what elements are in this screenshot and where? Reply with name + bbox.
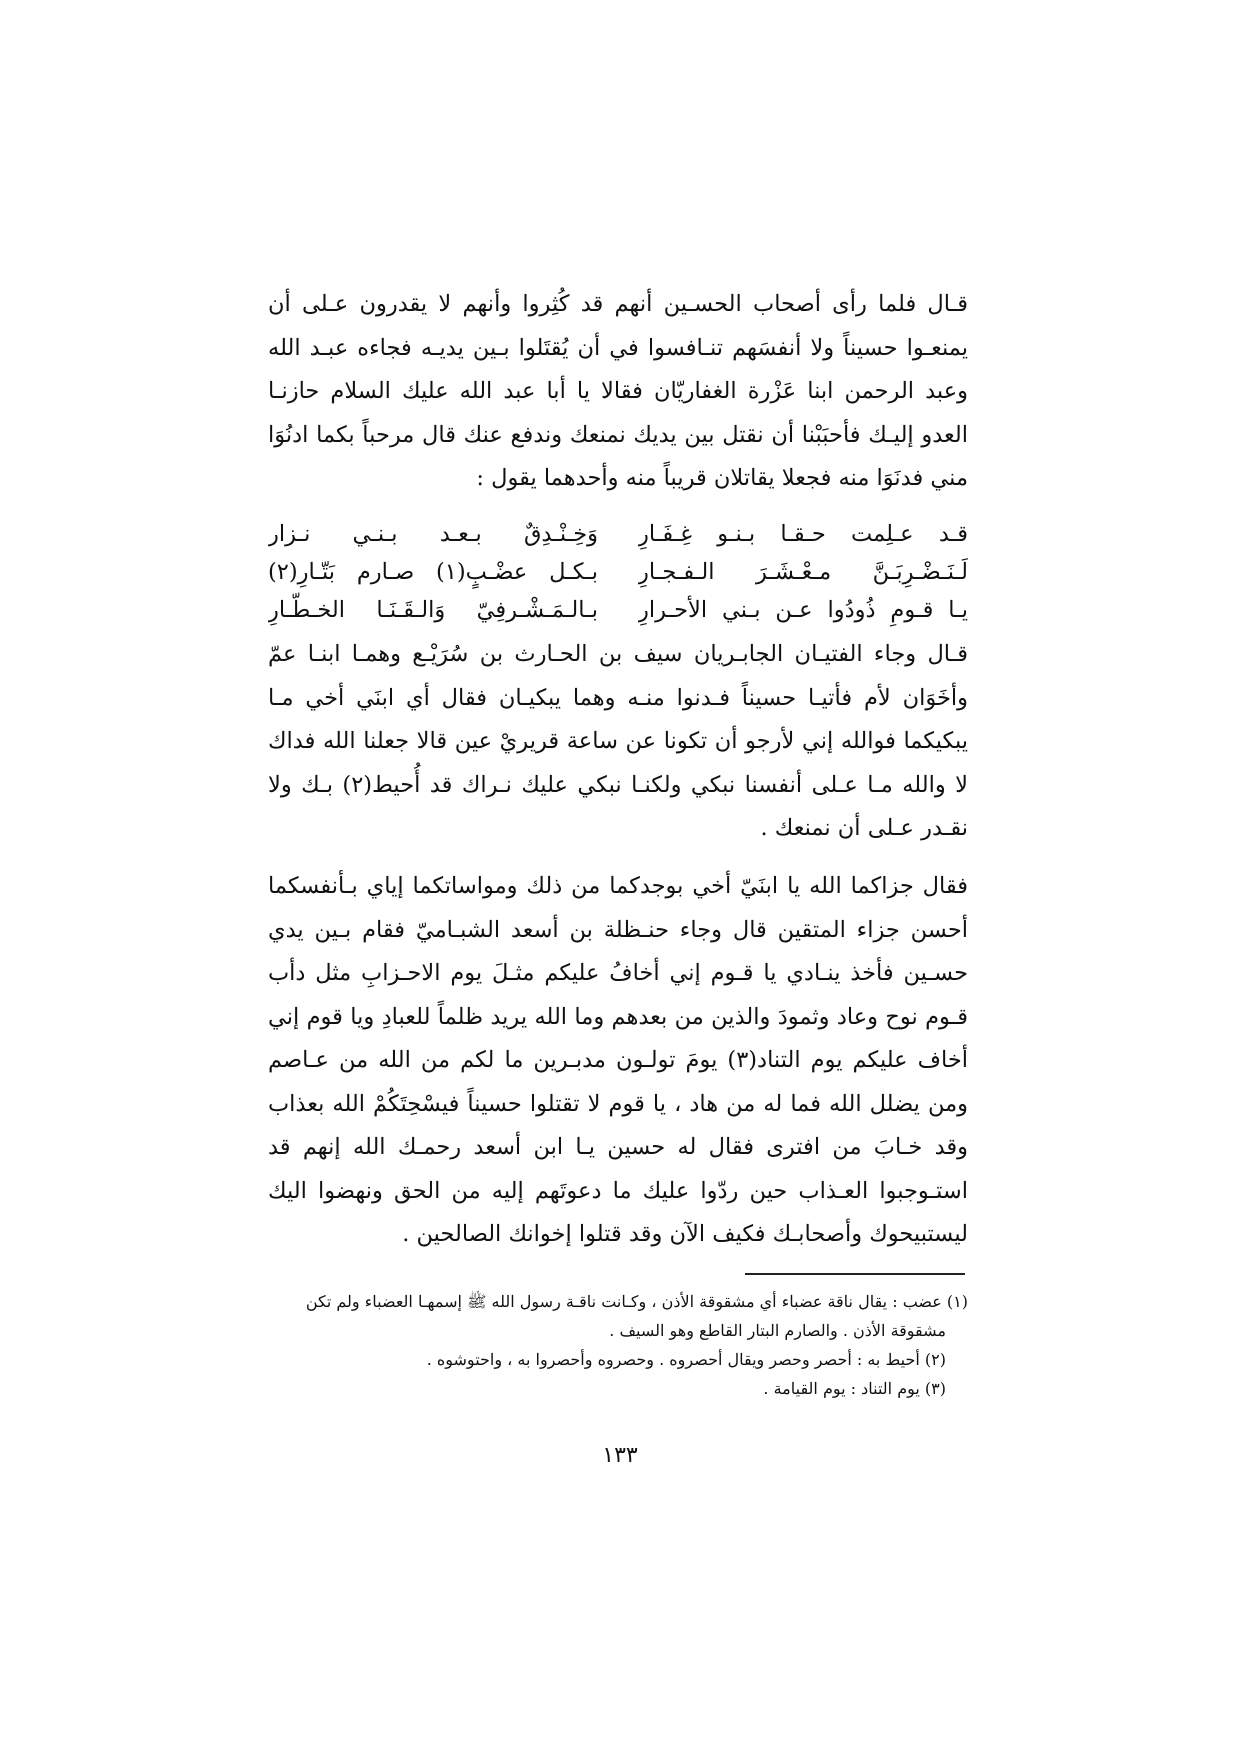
poem-hemistich-second: وَخِـنْـدِقٌ بـعـد بـنـي نـزار	[268, 521, 598, 547]
paragraph-1: قـال فلما رأى أصحاب الحسـين أنهم قد كُثِروا وأنهم لا يقدرون عـلى أن يمنعـوا حسيناً ولا أنفسَهم تنـافسوا في أن يُقتَلوا بـين يديـه فجاءه عبـد الله وعبد الرحمن ابنا عَزْرة الغفاريّان فقالا يا أبا عبد الله عليك السلام حازنـا العدو إليـك فأحبَبْنا أن نقتل بين يديك نمنعك وندفع عنك قال مرحباً بكما ادنُوَا مني فدنَوَا منه فجعلا يقاتلان قريباً منه وأحدهما يقول :	[268, 291, 968, 491]
paragraph-3: فقال جزاكما الله يا ابنَيّ أخي بوجدكما من ذلك ومواساتكما إياي بـأنفسكما أحسن جزاء المتقين قال وجاء حنـظلة بن أسعد الشبـاميّ فقام بـين يدي حسـين فأخذ ينـادي يا قـوم إني أخافُ عليكم مثـلَ يوم الاحـزابِ مثل دأب قـوم نوح وعاد وثمودَ والذين من بعدهم وما الله يريد ظلماً للعبادِ ويا قوم إني أخاف عليكم يوم التناد(٣) يومَ تولـون مدبـرين ما لكم من الله من عـاصم ومن يضلل الله فما له من هاد ، يا قوم لا تقتلوا حسيناً فيسْحِتَكُمْ الله بعذاب وقد خـابَ من افترى فقال له حسين يـا ابن أسعد رحمـك الله إنهم قد استـوجبوا العـذاب حين ردّوا عليك ما دعوتَهم إليه من الحق ونهضوا اليك ليستبيحوك وأصحابـك فكيف الآن وقد قتلوا إخوانك الصالحين .	[268, 873, 969, 1247]
poem-hemistich-second: بـالـمَـشْـرفِيّ وَالـقَـنَـا الخـطّـارِ	[268, 597, 598, 623]
poem-hemistich-first: قـد عـلِمت حـقـا بـنـو غِـفَـارِ	[638, 521, 968, 547]
paragraph-2: قـال وجاء الفتيـان الجابـريان سيف بن الحـارث بن سُرَيْـع وهمـا ابنـا عمّ وأخَوَان لأم فأتيـا حسيناً فـدنوا منـه وهما يبكيـان فقال أي ابنَي أخي مـا يبكيكما فوالله إني لأرجو أن تكونا عن ساعة قريريْ عين قالا جعلنا الله فداك لا والله مـا عـلى أنفسنا نبكي ولكنـا نبكي عليك نـراك قد أُحيط(٢) بـك ولا نقـدر عـلى أن نمنعك .	[268, 641, 968, 841]
footnote-3: (٣) يوم التناد : يوم القيامة .	[763, 1379, 946, 1398]
footnote-2: (٢) أحيط به : أحصر وحصر ويقال أحصروه . وحصروه وأحصروا به ، واحتوشوه .	[426, 1350, 946, 1369]
poem-verse	[268, 553, 968, 591]
footnote-1: (١) عضب : يقال ناقة عضباء أي مشقوقة الأذن ، وكـانت ناقـة رسول الله ﷺ إسمهـا العضباء ولم تكن	[305, 1292, 968, 1311]
poem-hemistich-first: يـا قـومِ ذُودُوا عـن بـني الأحـرارِ	[638, 597, 968, 623]
page-number: ١٣٣	[602, 1443, 638, 1468]
poem-hemistich-second: بـكـل عضْـبٍ(١) صـارم بَتّـارِ(٢)	[268, 559, 598, 585]
footnote-separator	[745, 1273, 965, 1275]
poem-verse	[268, 515, 968, 553]
poem-hemistich-first: لَـنَـضْـرِبَـنَّ مـعْـشَـرَ الـفـجـارِ	[638, 559, 968, 585]
footnotes	[175, 1287, 968, 1403]
poem	[268, 515, 968, 629]
footnote-1-continuation: مشقوقة الأذن . والصارم البتار القاطع وهو السيف .	[609, 1321, 946, 1340]
poem-verse	[268, 591, 968, 629]
